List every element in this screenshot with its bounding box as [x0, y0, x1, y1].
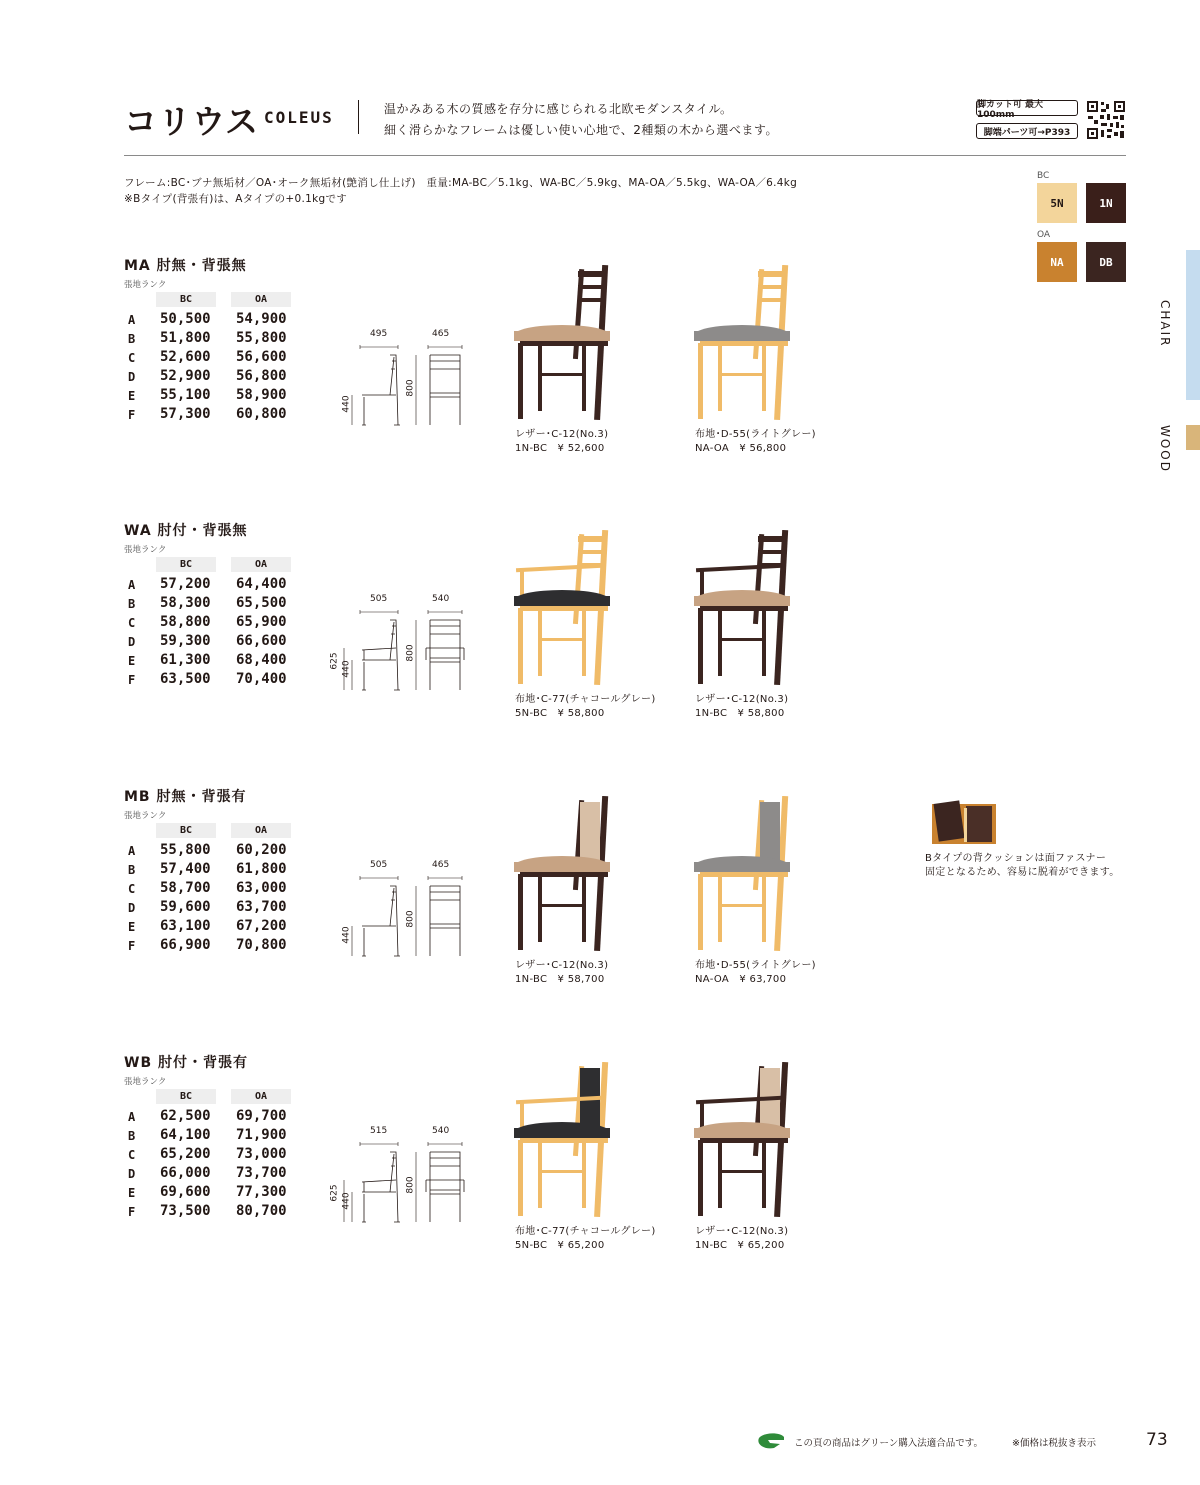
price-row: [124, 349, 304, 368]
swatch-na[interactable]: NA: [1037, 242, 1077, 282]
price-oa: 70,800: [236, 937, 287, 953]
photo-caption-material: レザー･C-12(No.3): [515, 429, 609, 440]
header-rule: [124, 155, 1126, 156]
price-row: [124, 937, 304, 956]
page-number: 73: [1146, 1430, 1168, 1450]
green-mark-icon: [756, 1432, 788, 1450]
rank-label: A: [128, 313, 136, 327]
price-oa: 58,900: [236, 387, 287, 403]
tab-chair[interactable]: CHAIR: [1158, 300, 1172, 348]
price-bc: 50,500: [160, 311, 211, 327]
dim-height: 800: [405, 379, 416, 397]
photo-caption-price: 1N-BC ¥ 65,200: [695, 1240, 785, 1251]
rank-label: B: [128, 863, 136, 877]
price-oa: 66,600: [236, 633, 287, 649]
side-note: [925, 852, 1120, 880]
price-oa: 63,000: [236, 880, 287, 896]
dim-seat-height: 440: [341, 395, 352, 413]
price-oa: 73,700: [236, 1165, 287, 1181]
dim-height: 800: [405, 910, 416, 928]
chair-photo: [690, 1062, 820, 1222]
price-row: [124, 595, 304, 614]
photo-caption-price: NA-OA ¥ 56,800: [695, 443, 787, 454]
price-row: [124, 406, 304, 425]
title-divider: [358, 100, 359, 134]
chair-photo: [510, 530, 640, 690]
dimension-drawing: [329, 1126, 472, 1232]
col-head-oa: OA: [231, 823, 291, 838]
swatch-1n[interactable]: 1N: [1086, 183, 1126, 223]
dim-width: 540: [432, 594, 450, 604]
price-oa: 69,700: [236, 1108, 287, 1124]
price-row: [124, 1108, 304, 1127]
dimension-drawing: [329, 594, 472, 700]
price-oa: 63,700: [236, 899, 287, 915]
col-head-bc: BC: [156, 823, 216, 838]
rank-label: F: [128, 1205, 136, 1219]
photo-caption-price: NA-OA ¥ 63,700: [695, 974, 787, 985]
price-bc: 65,200: [160, 1146, 211, 1162]
dim-depth: 505: [370, 860, 388, 870]
price-bc: 58,300: [160, 595, 211, 611]
photo-caption-material: レザー･C-12(No.3): [695, 1226, 789, 1237]
swatch-db[interactable]: DB: [1086, 242, 1126, 282]
model-title: MA 肘無・背張無: [124, 258, 247, 274]
rank-label: A: [128, 1110, 136, 1124]
price-oa: 61,800: [236, 861, 287, 877]
dim-width: 465: [432, 860, 450, 870]
rank-label: F: [128, 408, 136, 422]
price-bc: 66,000: [160, 1165, 211, 1181]
price-bc: 66,900: [160, 937, 211, 953]
price-oa: 64,400: [236, 576, 287, 592]
price-row: [124, 1127, 304, 1146]
dim-depth: 505: [370, 594, 388, 604]
photo-caption-price: 1N-BC ¥ 58,800: [695, 708, 785, 719]
price-oa: 54,900: [236, 311, 287, 327]
price-oa: 70,400: [236, 671, 287, 687]
rank-label: F: [128, 673, 136, 687]
price-oa: 65,900: [236, 614, 287, 630]
photo-caption-material: 布地･C-77(チャコールグレー): [515, 694, 656, 705]
swatch-5n[interactable]: 5N: [1037, 183, 1077, 223]
chair-photo: [510, 796, 640, 956]
price-bc: 57,300: [160, 406, 211, 422]
chair-photo: [690, 530, 820, 690]
rank-label: D: [128, 1167, 136, 1181]
price-row: [124, 1146, 304, 1165]
price-row: [124, 1184, 304, 1203]
price-row: [124, 1165, 304, 1184]
price-bc: 58,700: [160, 880, 211, 896]
price-bc: 55,800: [160, 842, 211, 858]
dim-seat-height: 440: [341, 1192, 352, 1210]
model-title: MB 肘無・背張有: [124, 789, 247, 805]
price-row: [124, 1203, 304, 1222]
rank-label: A: [128, 844, 136, 858]
dim-height: 800: [405, 1176, 416, 1194]
rank-caption: 張地ランク: [124, 280, 167, 290]
dimension-drawing: [332, 329, 472, 435]
side-note-line-1: Bタイプの背クッションは面ファスナー: [925, 853, 1107, 864]
description-line-2: 細く滑らかなフレームは優しい使い心地で、2種類の木から選べます。: [384, 123, 778, 137]
price-row: [124, 633, 304, 652]
col-head-oa: OA: [231, 557, 291, 572]
leg-parts-badge: 脚端パーツ可→P393: [976, 123, 1078, 139]
price-row: [124, 576, 304, 595]
price-bc: 59,300: [160, 633, 211, 649]
price-bc: 52,900: [160, 368, 211, 384]
photo-caption-material: 布地･D-55(ライトグレー): [695, 960, 816, 971]
price-bc: 61,300: [160, 652, 211, 668]
price-oa: 73,000: [236, 1146, 287, 1162]
rank-label: D: [128, 901, 136, 915]
green-purchase-note: この頁の商品はグリーン購入法適合品です。: [794, 1438, 984, 1449]
photo-caption-material: 布地･C-77(チャコールグレー): [515, 1226, 656, 1237]
rank-label: E: [128, 654, 136, 668]
chair-photo: [690, 796, 820, 956]
rank-label: E: [128, 1186, 136, 1200]
price-oa: 56,600: [236, 349, 287, 365]
rank-label: B: [128, 597, 136, 611]
dim-depth: 495: [370, 329, 388, 339]
photo-caption-material: レザー･C-12(No.3): [695, 694, 789, 705]
price-row: [124, 880, 304, 899]
price-bc: 55,100: [160, 387, 211, 403]
price-row: [124, 330, 304, 349]
chair-photo: [510, 265, 640, 425]
rank-label: C: [128, 882, 136, 896]
chair-photo: [690, 265, 820, 425]
rank-caption: 張地ランク: [124, 811, 167, 821]
price-bc: 63,500: [160, 671, 211, 687]
price-oa: 55,800: [236, 330, 287, 346]
rank-label: E: [128, 389, 136, 403]
price-oa: 56,800: [236, 368, 287, 384]
chair-tab-marker: [1186, 250, 1200, 400]
rank-label: D: [128, 370, 136, 384]
col-head-bc: BC: [156, 557, 216, 572]
dim-seat-height: 440: [341, 660, 352, 678]
photo-caption-price: 1N-BC ¥ 58,700: [515, 974, 605, 985]
price-row: [124, 861, 304, 880]
rank-label: B: [128, 1129, 136, 1143]
price-bc: 59,600: [160, 899, 211, 915]
rank-label: C: [128, 351, 136, 365]
price-bc: 58,800: [160, 614, 211, 630]
chair-photo: [510, 1062, 640, 1222]
price-row: [124, 918, 304, 937]
tab-wood[interactable]: WOOD: [1158, 425, 1172, 473]
col-head-bc: BC: [156, 292, 216, 307]
col-head-oa: OA: [231, 292, 291, 307]
tax-note: ※価格は税抜き表示: [1012, 1438, 1096, 1449]
price-bc: 51,800: [160, 330, 211, 346]
photo-caption-material: 布地･D-55(ライトグレー): [695, 429, 816, 440]
spec-line-1: フレーム:BC･ブナ無垢材／OA･オーク無垢材(艶消し仕上げ) 重量:MA-BC／5.1kg、WA-BC／5.9kg、MA-OA／5.5kg、WA-OA／6.4kg: [124, 177, 798, 189]
wood-tab-marker: [1186, 425, 1200, 450]
price-row: [124, 614, 304, 633]
dim-width: 540: [432, 1126, 450, 1136]
price-oa: 67,200: [236, 918, 287, 934]
price-row: [124, 899, 304, 918]
dim-arm-height: 625: [329, 1184, 340, 1202]
spec-line-2: ※Bタイプ(背張有)は、Aタイプの+0.1kgです: [124, 193, 348, 205]
price-oa: 60,800: [236, 406, 287, 422]
price-bc: 63,100: [160, 918, 211, 934]
price-bc: 64,100: [160, 1127, 211, 1143]
description-line-1: 温かみある木の質感を存分に感じられる北欧モダンスタイル。: [384, 102, 733, 116]
price-row: [124, 387, 304, 406]
model-title: WB 肘付・背張有: [124, 1055, 248, 1071]
photo-caption-price: 5N-BC ¥ 65,200: [515, 1240, 605, 1251]
price-bc: 73,500: [160, 1203, 211, 1219]
photo-caption-price: 1N-BC ¥ 52,600: [515, 443, 605, 454]
price-oa: 80,700: [236, 1203, 287, 1219]
price-bc: 62,500: [160, 1108, 211, 1124]
price-bc: 57,200: [160, 576, 211, 592]
page-title: コリウス: [124, 102, 260, 141]
price-oa: 77,300: [236, 1184, 287, 1200]
photo-caption-material: レザー･C-12(No.3): [515, 960, 609, 971]
side-note-line-2: 固定となるため、容易に脱着ができます。: [925, 867, 1120, 878]
col-head-oa: OA: [231, 1089, 291, 1104]
dim-height: 800: [405, 644, 416, 662]
rank-label: D: [128, 635, 136, 649]
price-oa: 65,500: [236, 595, 287, 611]
rank-label: C: [128, 616, 136, 630]
dim-width: 465: [432, 329, 450, 339]
swatch-label-bc: BC: [1037, 171, 1050, 181]
photo-caption-price: 5N-BC ¥ 58,800: [515, 708, 605, 719]
rank-label: C: [128, 1148, 136, 1162]
rank-label: E: [128, 920, 136, 934]
price-row: [124, 652, 304, 671]
page-title-en: COLEUS: [264, 108, 334, 127]
rank-label: A: [128, 578, 136, 592]
price-row: [124, 368, 304, 387]
leg-cut-badge: 脚カット可 最大100mm: [976, 100, 1078, 116]
price-bc: 52,600: [160, 349, 211, 365]
dim-arm-height: 625: [329, 652, 340, 670]
qr-code-icon[interactable]: [1086, 100, 1126, 140]
dim-depth: 515: [370, 1126, 388, 1136]
price-bc: 69,600: [160, 1184, 211, 1200]
rank-caption: 張地ランク: [124, 1077, 167, 1087]
rank-label: F: [128, 939, 136, 953]
price-row: [124, 842, 304, 861]
rank-caption: 張地ランク: [124, 545, 167, 555]
price-row: [124, 671, 304, 690]
price-bc: 57,400: [160, 861, 211, 877]
dim-seat-height: 440: [341, 926, 352, 944]
model-title: WA 肘付・背張無: [124, 523, 248, 539]
back-cushion-photo: [928, 796, 1000, 846]
swatch-label-oa: OA: [1037, 230, 1051, 240]
price-oa: 68,400: [236, 652, 287, 668]
price-oa: 71,900: [236, 1127, 287, 1143]
rank-label: B: [128, 332, 136, 346]
col-head-bc: BC: [156, 1089, 216, 1104]
price-row: [124, 311, 304, 330]
dimension-drawing: [332, 860, 472, 966]
price-oa: 60,200: [236, 842, 287, 858]
